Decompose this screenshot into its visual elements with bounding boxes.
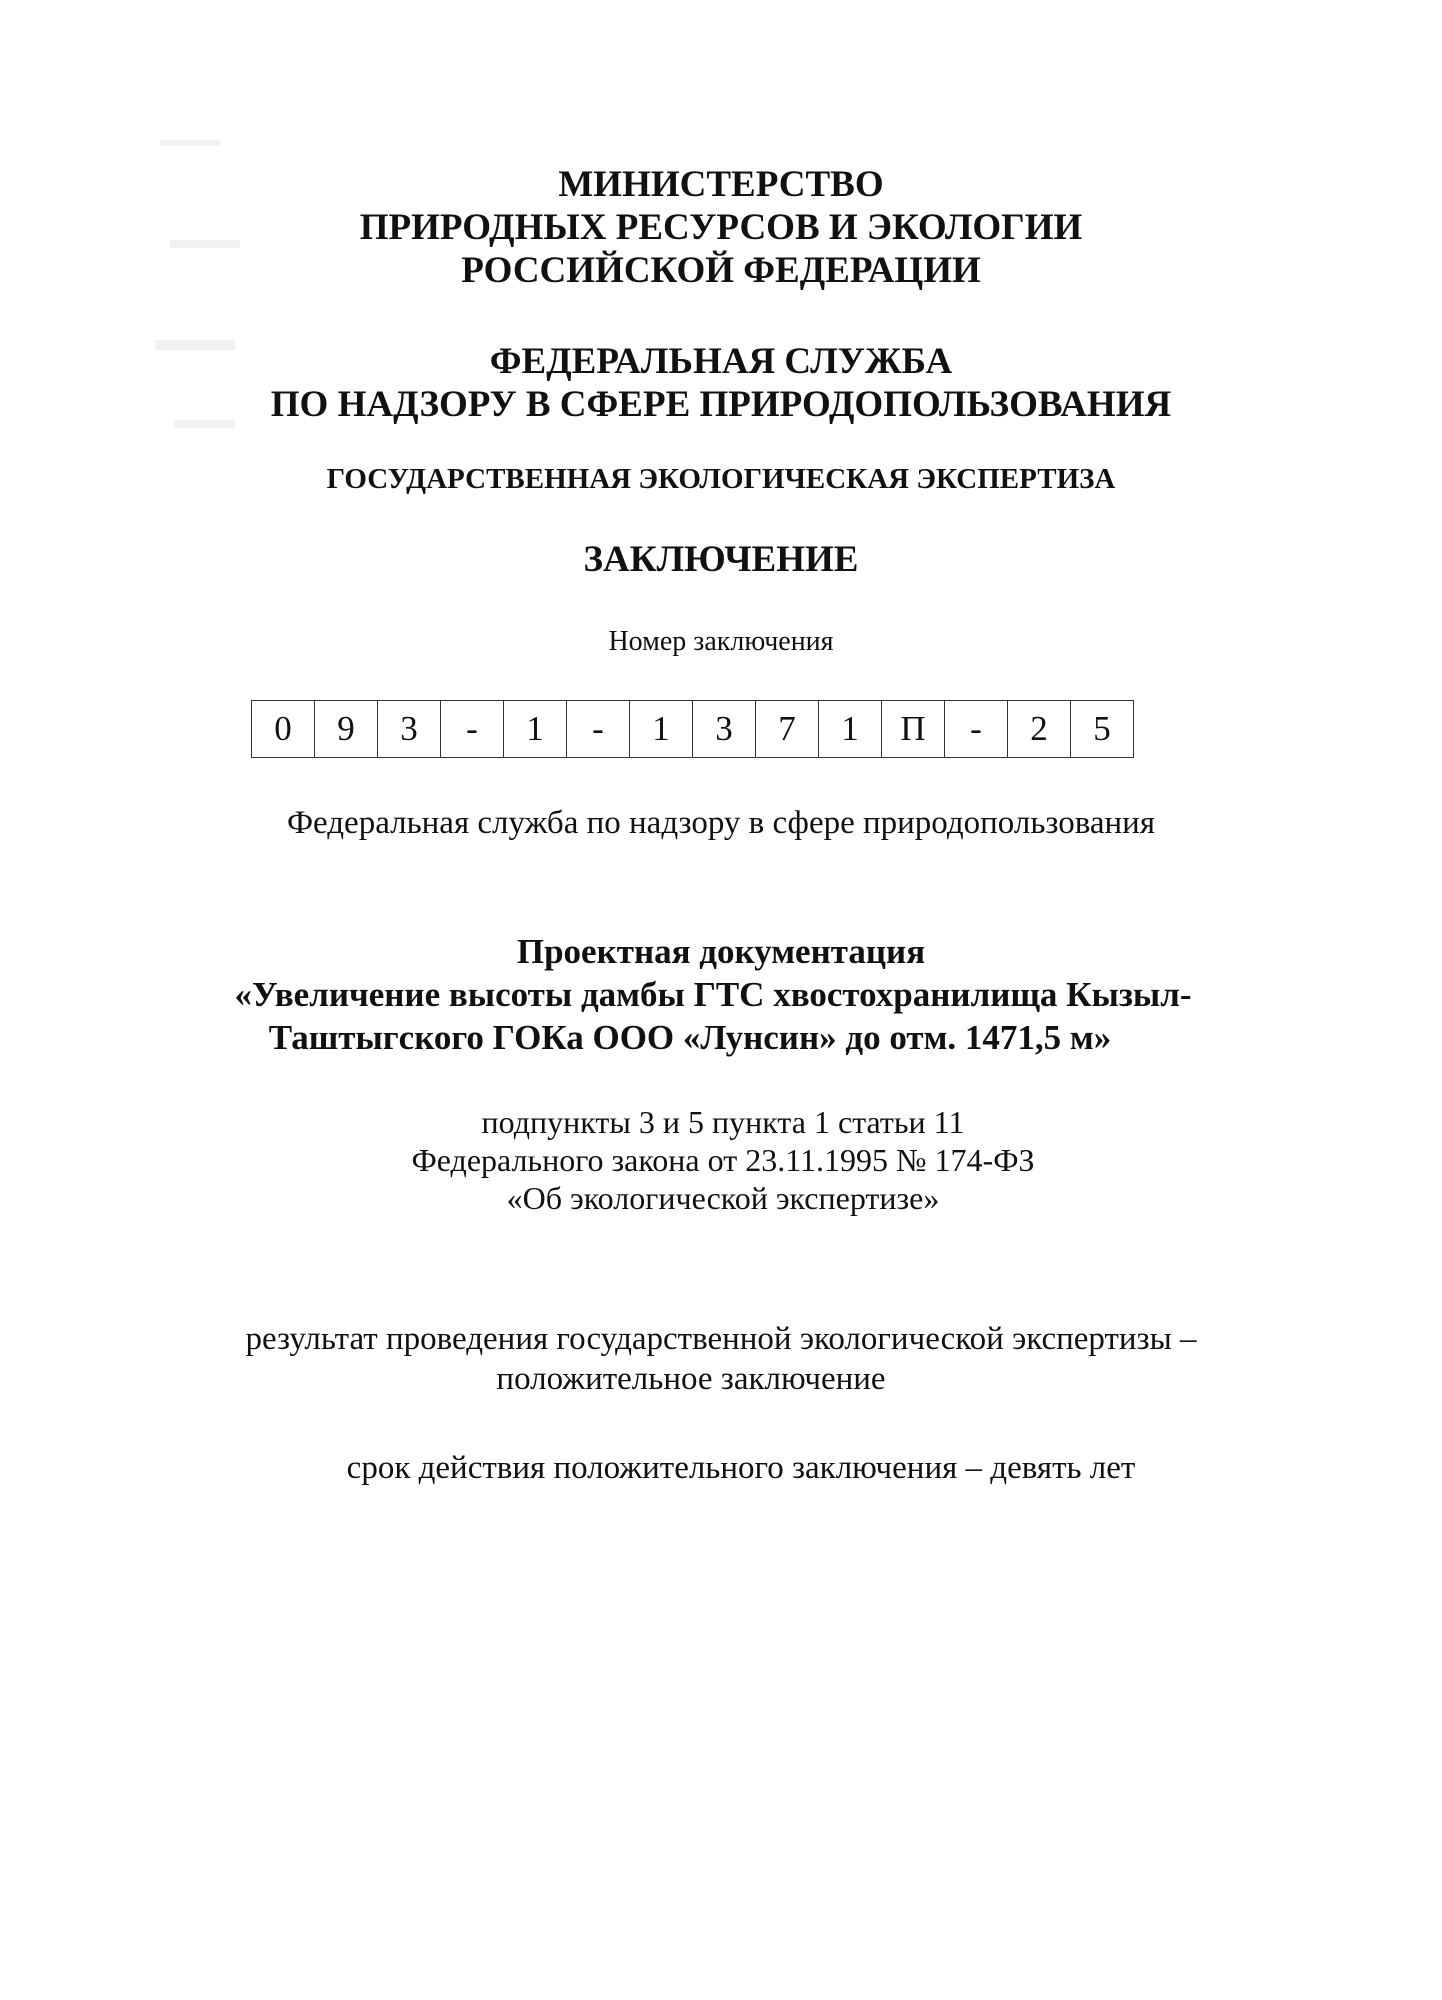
project-line: «Увеличение высоты дамбы ГТС хвостохранилища Кызыл- bbox=[234, 975, 1192, 1014]
project-line: Таштыгского ГОКа ООО «Лунсин» до отм. 1471,5 м» bbox=[268, 1018, 1112, 1057]
result-line: положительное заключение bbox=[496, 1361, 886, 1397]
ministry-line: МИНИСТЕРСТВО bbox=[558, 164, 884, 205]
legal-basis-line: подпункты 3 и 5 пункта 1 статьи 11 bbox=[481, 1104, 965, 1140]
number-cell: 0 bbox=[252, 701, 315, 758]
number-cell: - bbox=[567, 701, 630, 758]
expertise-heading: ГОСУДАРСТВЕННАЯ ЭКОЛОГИЧЕСКАЯ ЭКСПЕРТИЗА bbox=[326, 463, 1116, 495]
scan-artifact bbox=[150, 120, 260, 480]
number-cell: - bbox=[441, 701, 504, 758]
conclusion-number-row bbox=[252, 701, 1134, 758]
expertise-result bbox=[0, 1319, 1442, 1399]
number-cell: 2 bbox=[1008, 701, 1071, 758]
number-cell: 1 bbox=[504, 701, 567, 758]
project-title bbox=[0, 930, 1442, 1059]
legal-basis-line: Федерального закона от 23.11.1995 № 174-ФЗ bbox=[411, 1142, 1035, 1178]
project-line: Проектная документация bbox=[516, 932, 926, 971]
service-line: ФЕДЕРАЛЬНАЯ СЛУЖБА bbox=[489, 341, 953, 382]
number-cell: П bbox=[882, 701, 945, 758]
number-cell: 3 bbox=[693, 701, 756, 758]
conclusion-number-table bbox=[251, 700, 1134, 758]
ministry-line: ПРИРОДНЫХ РЕСУРСОВ И ЭКОЛОГИИ bbox=[359, 207, 1083, 248]
number-cell: 9 bbox=[315, 701, 378, 758]
service-line: ПО НАДЗОРУ В СФЕРЕ ПРИРОДОПОЛЬЗОВАНИЯ bbox=[270, 384, 1172, 425]
number-cell: 3 bbox=[378, 701, 441, 758]
conclusion-title: ЗАКЛЮЧЕНИЕ bbox=[583, 539, 859, 580]
number-cell: 1 bbox=[819, 701, 882, 758]
number-cell: 5 bbox=[1071, 701, 1134, 758]
number-cell: 7 bbox=[756, 701, 819, 758]
legal-basis-line: «Об экологической экспертизе» bbox=[506, 1180, 940, 1216]
number-cell: 1 bbox=[630, 701, 693, 758]
validity-term: срок действия положительного заключения – девять лет bbox=[346, 1450, 1136, 1486]
number-cell: - bbox=[945, 701, 1008, 758]
conclusion-number-caption: Номер заключения bbox=[608, 626, 834, 657]
result-line: результат проведения государственной экологической экспертизы – bbox=[245, 1321, 1197, 1357]
ministry-line: РОССИЙСКОЙ ФЕДЕРАЦИИ bbox=[461, 250, 981, 291]
organization-name: Федеральная служба по надзору в сфере природопользования bbox=[286, 805, 1156, 841]
legal-basis bbox=[0, 1103, 1442, 1217]
